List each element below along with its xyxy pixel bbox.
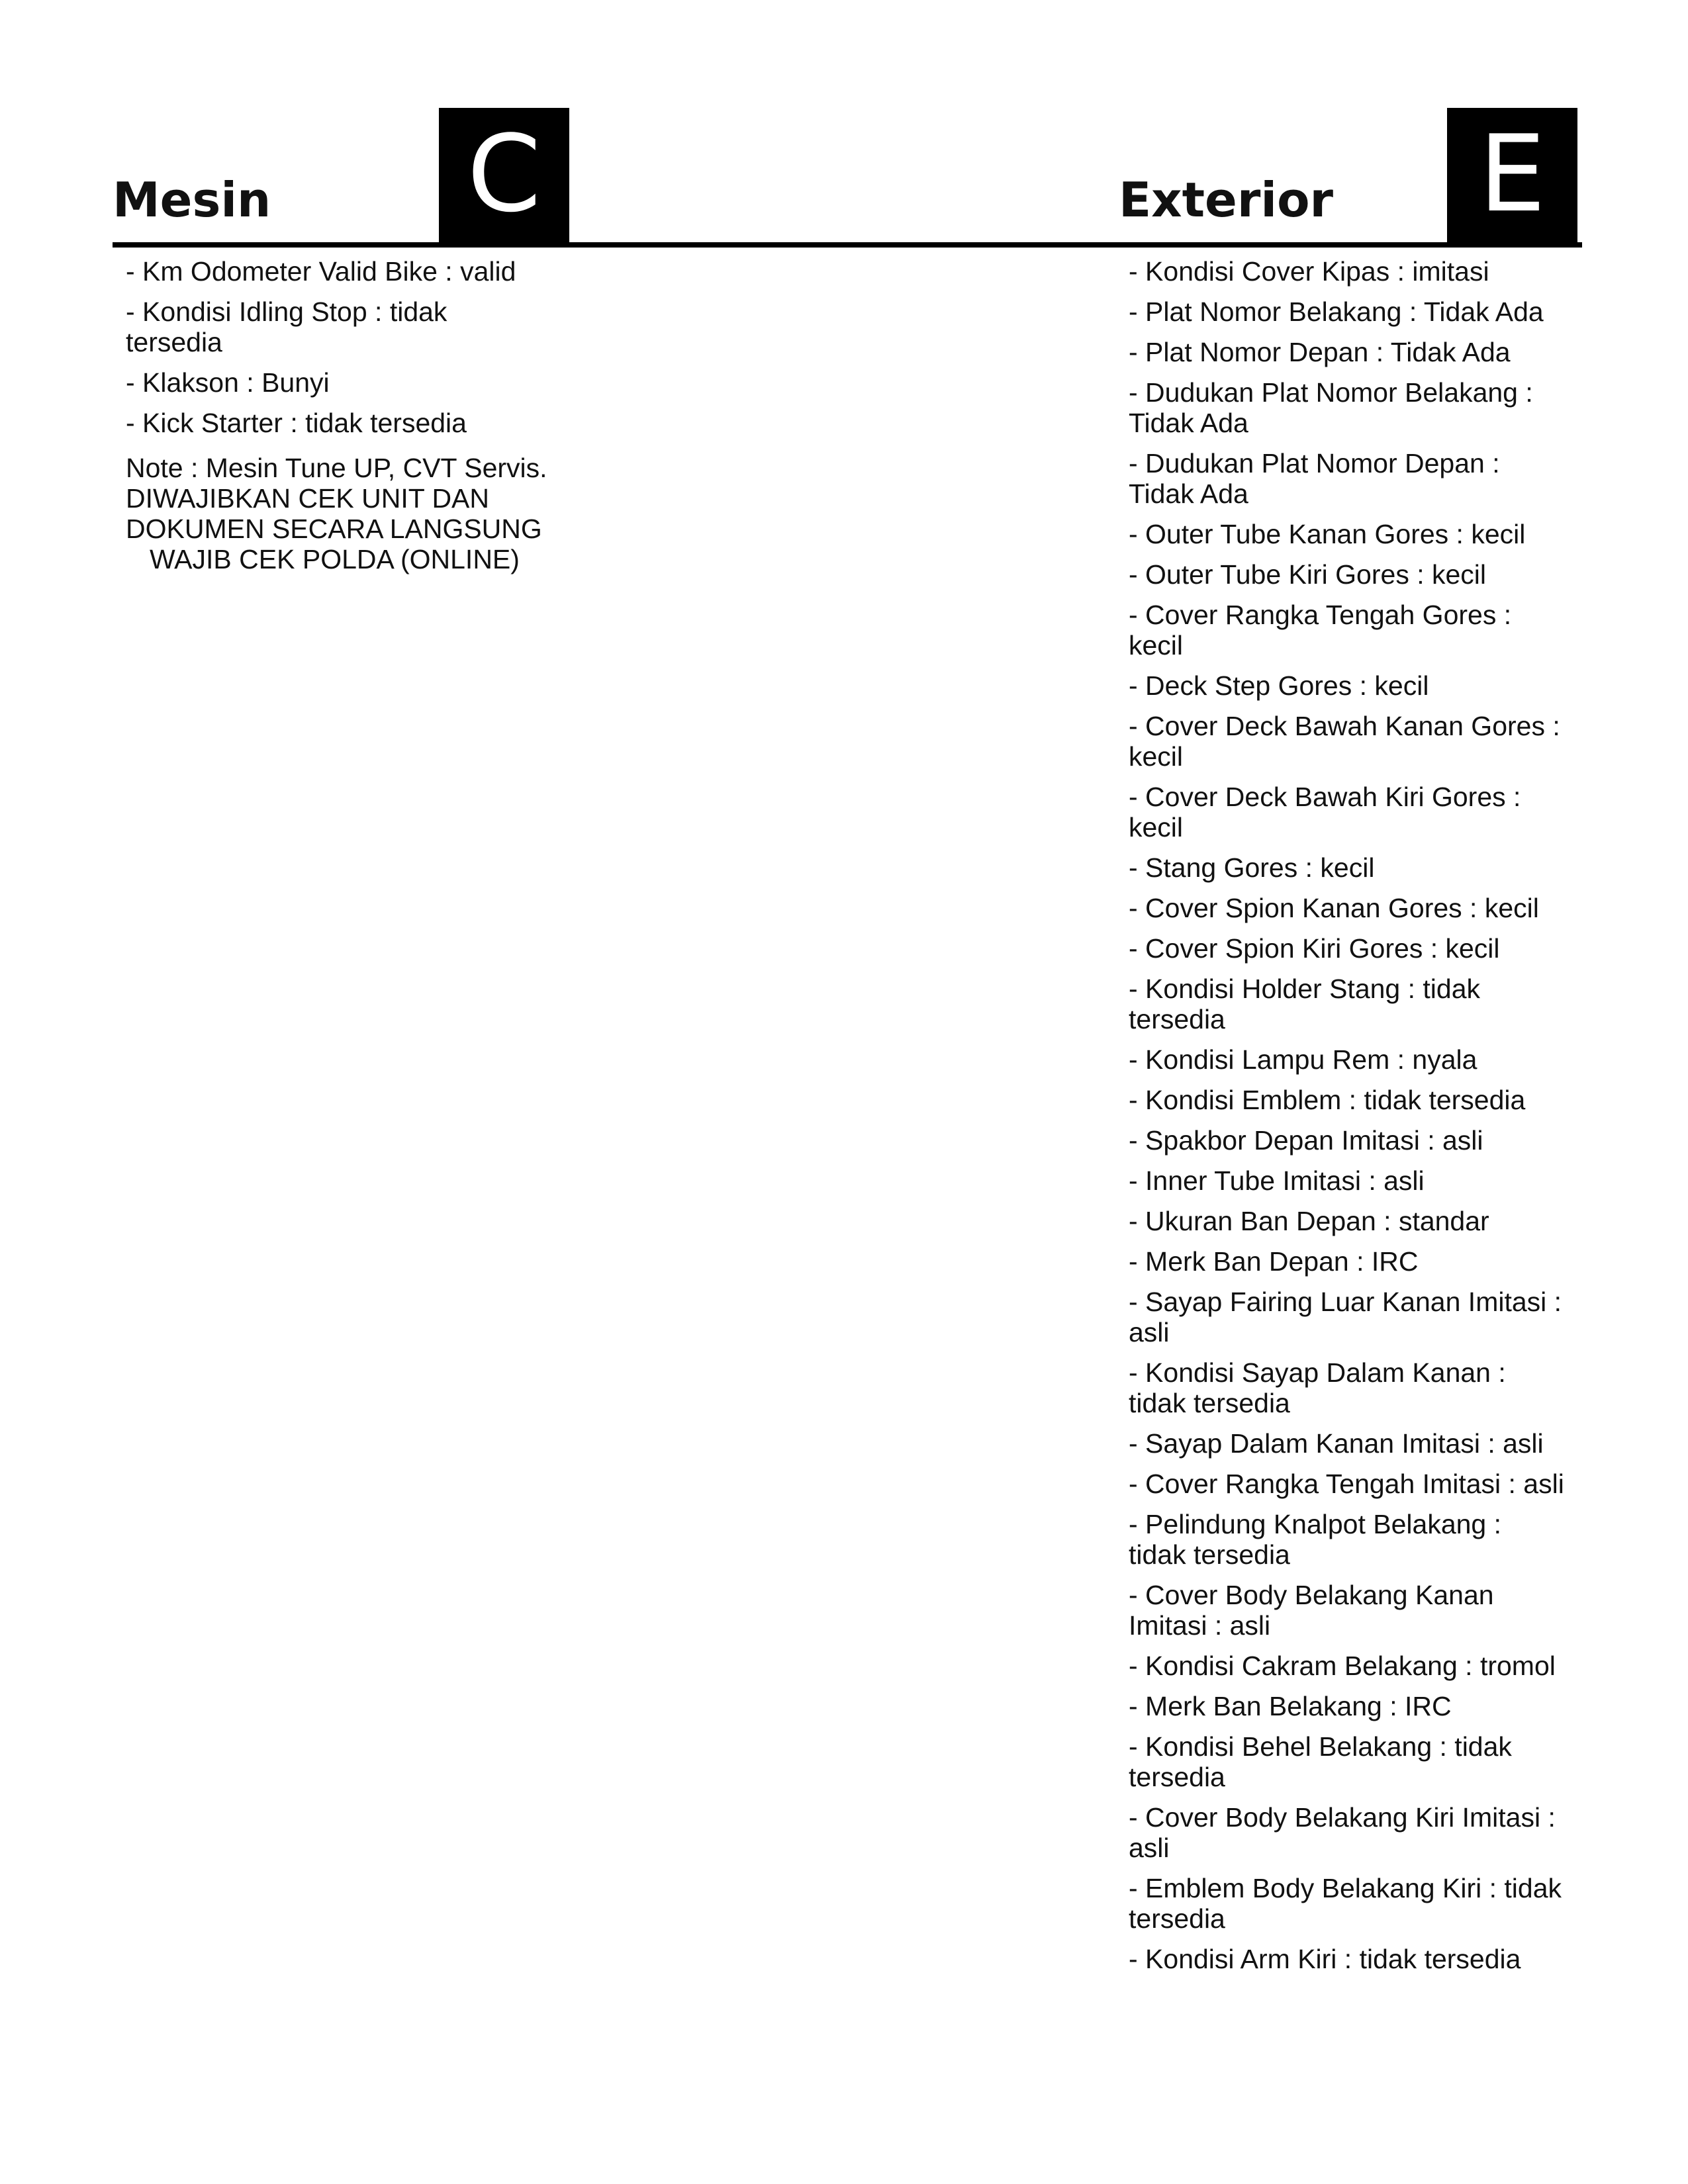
list-item: - Kondisi Cover Kipas : imitasi [1129,256,1489,287]
list-item: - Cover Deck Bawah Kiri Gores : kecil [1129,782,1521,842]
list-item: - Kondisi Behel Belakang : tidak tersedia [1129,1731,1512,1792]
list-item: - Ukuran Ban Depan : standar [1129,1206,1489,1236]
note-line: Note : Mesin Tune UP, CVT Servis. [126,453,547,483]
list-item: - Klakson : Bunyi [126,367,330,398]
list-item: - Kondisi Arm Kiri : tidak tersedia [1129,1944,1521,1974]
list-item: - Stang Gores : kecil [1129,852,1375,883]
list-item: - Cover Deck Bawah Kanan Gores : kecil [1129,711,1560,772]
list-item: - Plat Nomor Belakang : Tidak Ada [1129,296,1544,327]
list-item: - Merk Ban Belakang : IRC [1129,1691,1452,1721]
list-item: - Pelindung Knalpot Belakang : tidak tersedia [1129,1509,1502,1570]
list-item: - Plat Nomor Depan : Tidak Ada [1129,337,1511,367]
note-line: DOKUMEN SECARA LANGSUNG [126,514,542,544]
list-item: - Deck Step Gores : kecil [1129,670,1429,701]
note-line-text: WAJIB CEK POLDA (ONLINE) [150,544,520,574]
list-item: - Cover Rangka Tengah Imitasi : asli [1129,1469,1564,1499]
list-item: - Kick Starter : tidak tersedia [126,408,467,438]
mesin-section-badge: C [439,108,569,245]
list-item: - Kondisi Sayap Dalam Kanan : tidak tersedia [1129,1357,1506,1418]
list-item: - Inner Tube Imitasi : asli [1129,1165,1425,1196]
list-item: - Cover Spion Kiri Gores : kecil [1129,933,1500,964]
exterior-item-list [1129,256,1566,1984]
list-item: - Kondisi Idling Stop : tidak tersedia [126,296,447,357]
list-item: - Kondisi Holder Stang : tidak tersedia [1129,974,1480,1034]
list-item: - Outer Tube Kiri Gores : kecil [1129,559,1487,590]
list-item: - Outer Tube Kanan Gores : kecil [1129,519,1526,549]
mesin-section-title: Mesin [113,172,271,228]
note-line [126,544,589,574]
list-item: - Kondisi Emblem : tidak tersedia [1129,1085,1526,1115]
header-rule [113,242,1582,248]
note-line: DIWAJIBKAN CEK UNIT DAN [126,483,490,514]
list-item: - Cover Rangka Tengah Gores : kecil [1129,600,1512,660]
list-item: - Dudukan Plat Nomor Depan : Tidak Ada [1129,448,1500,509]
mesin-item-list [126,256,549,448]
list-item: - Kondisi Cakram Belakang : tromol [1129,1651,1556,1681]
list-item: - Dudukan Plat Nomor Belakang : Tidak Ada [1129,377,1533,438]
mesin-note [126,453,589,574]
list-item: - Km Odometer Valid Bike : valid [126,256,516,287]
list-item: - Merk Ban Depan : IRC [1129,1246,1419,1277]
list-item: - Cover Spion Kanan Gores : kecil [1129,893,1539,923]
list-item: - Kondisi Lampu Rem : nyala [1129,1044,1477,1075]
list-item: - Cover Body Belakang Kanan Imitasi : asli [1129,1580,1494,1641]
exterior-section-title: Exterior [1119,172,1334,228]
list-item: - Sayap Fairing Luar Kanan Imitasi : asli [1129,1287,1562,1347]
list-item: - Sayap Dalam Kanan Imitasi : asli [1129,1428,1544,1459]
list-item: - Emblem Body Belakang Kiri : tidak tersedia [1129,1873,1562,1934]
exterior-section-badge: E [1447,108,1577,245]
list-item: - Spakbor Depan Imitasi : asli [1129,1125,1483,1156]
list-item: - Cover Body Belakang Kiri Imitasi : asli [1129,1802,1556,1863]
